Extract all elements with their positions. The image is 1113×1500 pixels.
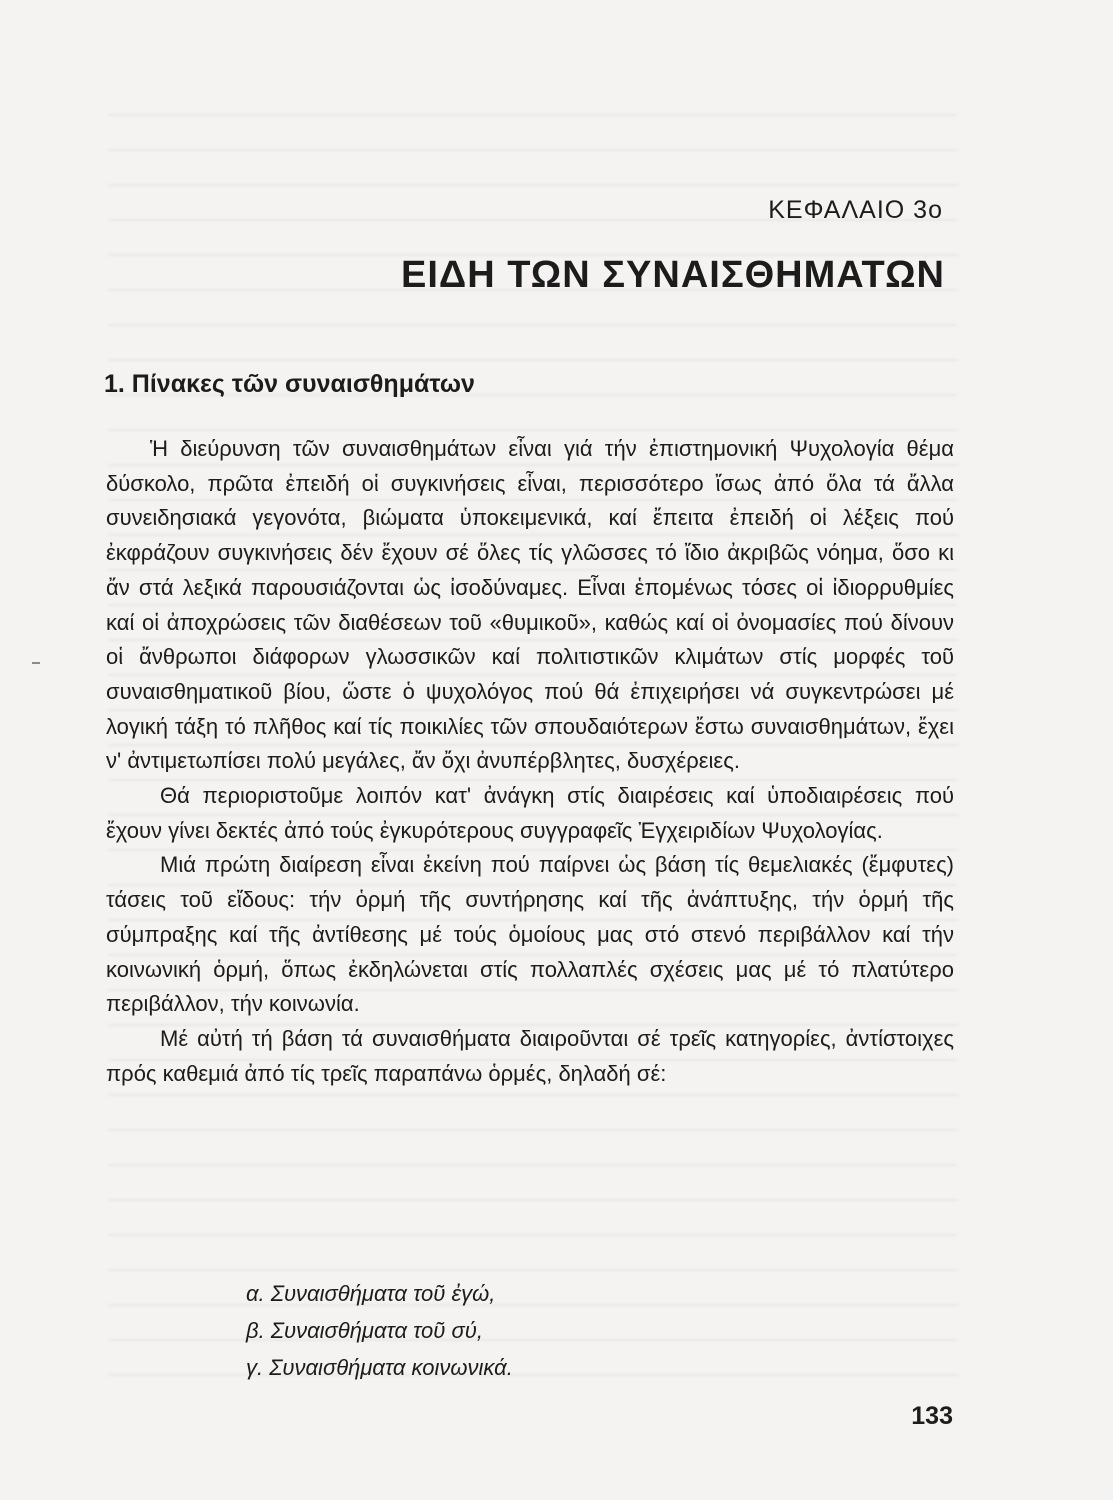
paragraph: Μιά πρώτη διαίρεση εἶναι ἐκείνη πού παίρνει ὡς βάση τίς θεμελιακές (ἔμφυτες) τάσεις τοῦ εἴδους: τήν ὁρμή τῆς συντήρησης καί τῆς ἀνάπτυξης, τήν ὁρμή τῆς σύμπραξης καί τῆς ἀντίθεσης μέ τούς ὁμοίους μας στό στενό περιβάλλον καί τήν κοινωνική ὁρμή, ὅπως ἐκδηλώνεται στίς πολλαπλές σχέσεις μας μέ τό πλατύτερο περιβάλλον, τήν κοινωνία.: [106, 852, 954, 1017]
section-heading: 1. Πίνακες τῶν συναισθημάτων: [104, 370, 475, 398]
page-number: 133: [911, 1402, 953, 1430]
chapter-title: ΕΙΔΗ ΤΩΝ ΣΥΝΑΙΣΘΗΜΑΤΩΝ: [401, 254, 945, 296]
chapter-label: ΚΕΦΑΛΑΙΟ 3ο: [768, 196, 943, 224]
list-item: γ. Συναισθήματα κοινωνικά.: [246, 1355, 513, 1380]
list-item: α. Συναισθήματα τοῦ ἐγώ,: [246, 1281, 496, 1306]
paragraph: Θά περιοριστοῦμε λοιπόν κατ' ἀνάγκη στίς διαιρέσεις καί ὑποδιαιρέσεις πού ἔχουν γίνει δεκτές ἀπό τούς ἐγκυρότερους συγγραφεῖς Ἐγχειριδίων Ψυχολογίας.: [106, 783, 954, 843]
margin-mark: [32, 662, 40, 664]
paragraph: Ἡ διεύρυνση τῶν συναισθημάτων εἶναι γιά τήν ἐπιστημονική Ψυχολογία θέμα δύσκολο, πρῶτα ἐπειδή οἱ συγκινήσεις εἶναι, περισσότερο ἴσως ἀπό ὅλα τά ἄλλα συνειδησιακά γεγονότα, βιώματα ὑποκειμενικά, καί ἔπειτα ἐπειδή οἱ λέξεις πού ἐκφράζουν συγκινήσεις δέν ἔχουν σέ ὅλες τίς γλῶσσες τό ἴδιο ἀκριβῶς νόημα, ὅσο κι ἄν στά λεξικά παρουσιάζονται ὡς ἰσοδύναμες. Εἶναι ἑπομένως τόσες οἱ ἰδιορρυθμίες καί οἱ ἀποχρώσεις τῶν διαθέσεων τοῦ «θυμικοῦ», καθώς καί οἱ ὀνομασίες πού δίνουν οἱ ἄνθρωποι διάφορων γλωσσικῶν καί πολιτιστικῶν κλιμάτων στίς μορφές τοῦ συναισθηματικοῦ βίου, ὥστε ὁ ψυχολόγος πού θά ἐπιχειρήσει νά συγκεντρώσει μέ λογική τάξη τό πλῆθος καί τίς ποικιλίες τῶν σπουδαιότερων ἔστω συναισθημάτων, ἔχει ν' ἀντιμετωπίσει πολύ μεγάλες, ἄν ὄχι ἀνυπέρβλητες, δυσχέρειες.: [106, 436, 954, 774]
paragraph: Μέ αὐτή τή βάση τά συναισθήματα διαιροῦνται σέ τρεῖς κατηγορίες, ἀντίστοιχες πρός καθεμιά ἀπό τίς τρεῖς παραπάνω ὁρμές, δηλαδή σέ:: [106, 1025, 954, 1086]
category-list: [246, 1275, 513, 1386]
body-text: [106, 432, 954, 1091]
list-item: β. Συναισθήματα τοῦ σύ,: [246, 1318, 483, 1343]
